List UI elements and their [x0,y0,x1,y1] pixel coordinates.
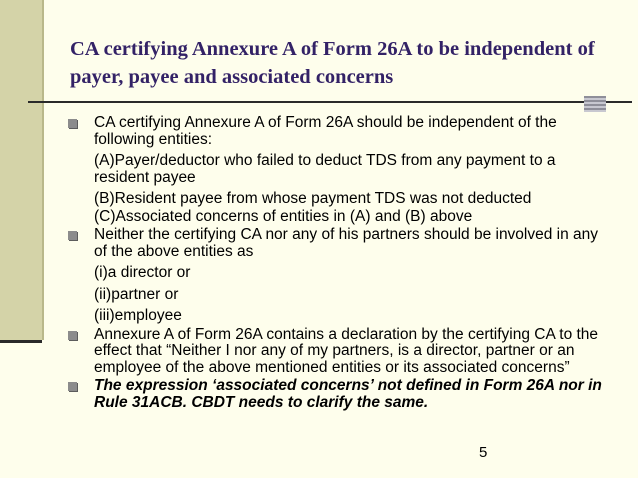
slide-content [68,113,608,411]
slide-title: CA certifying Annexure A of Form 26A to be independent of payer, payee and associated concerns [70,38,595,88]
left-bar-divider [0,340,42,343]
bullet-item [68,378,608,411]
bullet-item [68,327,608,377]
bullet-item [68,227,608,260]
sub-item: (iii)employee [94,307,182,324]
left-decorative-bar [0,0,44,340]
divider-accent [584,96,606,112]
square-bullet-icon [68,331,77,340]
sub-item: (A)Payer/deductor who failed to deduct TDS from any payment to a resident payee [94,152,556,186]
square-bullet-icon [68,382,77,391]
sub-item: (i)a director or [94,264,191,281]
bullet-text: Neither the certifying CA nor any of his partners should be involved in any of the above entities as [94,226,599,260]
sub-item: (C)Associated concerns of entities in (A) and (B) above [94,207,473,225]
bullet-text: Annexure A of Form 26A contains a declaration by the certifying CA to the effect that “Neither I nor any of my partners, is a director, partner or an employee of the above mentioned entities or its associated concerns” [94,325,599,376]
bullet-text: The expression ‘associated concerns’ not defined in Form 26A nor in Rule 31ACB. CBDT needs to clarify the same. [94,377,602,411]
page-number: 5 [479,444,488,461]
sub-item: (ii)partner or [94,285,179,303]
sub-item: (B)Resident payee from whose payment TDS was not deducted [94,190,532,207]
bullet-item [68,115,608,148]
title-divider [28,101,632,103]
bullet-text: CA certifying Annexure A of Form 26A should be independent of the following entities: [94,114,557,148]
square-bullet-icon [68,231,77,240]
square-bullet-icon [68,119,77,128]
